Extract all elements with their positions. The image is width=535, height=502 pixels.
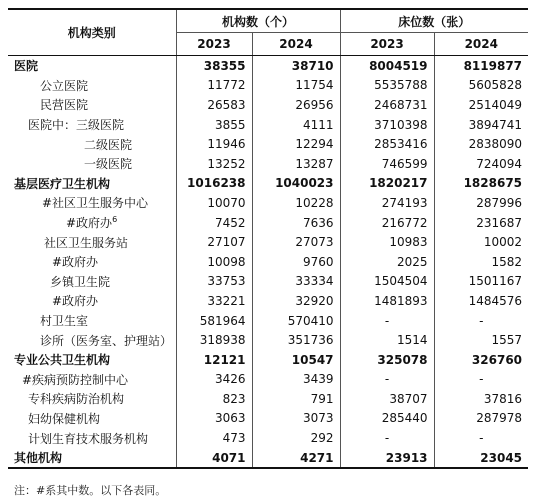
table-row xyxy=(8,95,528,115)
beds-2024: 1582 xyxy=(434,252,528,272)
beds-2023: 3710398 xyxy=(340,115,434,135)
count-2024: 570410 xyxy=(252,311,340,331)
count-2024: 11754 xyxy=(252,76,340,96)
table-row xyxy=(8,272,528,292)
footnote-marker: 6 xyxy=(112,215,118,225)
count-2023: 823 xyxy=(176,389,252,409)
count-2024: 4271 xyxy=(252,448,340,469)
count-2023: 11946 xyxy=(176,134,252,154)
beds-2023: 285440 xyxy=(340,409,434,429)
year-header: 2023 xyxy=(340,33,434,56)
beds-2023: 274193 xyxy=(340,193,434,213)
count-2023: 10070 xyxy=(176,193,252,213)
count-2023: 27107 xyxy=(176,232,252,252)
beds-2023: - xyxy=(340,428,434,448)
row-label: 专科疾病防治机构 xyxy=(28,392,125,407)
count-2024: 10547 xyxy=(252,350,340,370)
header-row-groups xyxy=(8,9,528,33)
count-2023: 3855 xyxy=(176,115,252,135)
beds-2023: 216772 xyxy=(340,213,434,233)
count-2024: 32920 xyxy=(252,291,340,311)
beds-2023: 23913 xyxy=(340,448,434,469)
statistics-table xyxy=(8,8,528,469)
count-2023: 473 xyxy=(176,428,252,448)
table-row xyxy=(8,428,528,448)
count-2024: 33334 xyxy=(252,272,340,292)
table-row xyxy=(8,389,528,409)
row-label: 二级医院 xyxy=(84,137,133,152)
count-2024: 27073 xyxy=(252,232,340,252)
row-label: #社区卫生服务中心 xyxy=(42,196,149,211)
beds-2023: - xyxy=(340,311,434,331)
beds-2024: 5605828 xyxy=(434,76,528,96)
count-2024: 1040023 xyxy=(252,174,340,194)
beds-2024: 37816 xyxy=(434,389,528,409)
count-2024: 13287 xyxy=(252,154,340,174)
table-row xyxy=(8,370,528,390)
beds-2024: 8119877 xyxy=(434,56,528,76)
beds-2024: 3894741 xyxy=(434,115,528,135)
row-label: #疾病预防控制中心 xyxy=(22,372,129,387)
beds-2023: - xyxy=(340,370,434,390)
count-2024: 38710 xyxy=(252,56,340,76)
count-2023: 12121 xyxy=(176,350,252,370)
table-row xyxy=(8,193,528,213)
count-2024: 292 xyxy=(252,428,340,448)
beds-2023: 38707 xyxy=(340,389,434,409)
row-label: 公立医院 xyxy=(40,78,89,93)
beds-2023: 2025 xyxy=(340,252,434,272)
institution-count-header: 机构数（个） xyxy=(176,9,340,33)
row-label: 乡镇卫生院 xyxy=(50,274,111,289)
beds-2023: 325078 xyxy=(340,350,434,370)
count-2023: 10098 xyxy=(176,252,252,272)
table-row xyxy=(8,56,528,76)
count-2024: 26956 xyxy=(252,95,340,115)
table-row xyxy=(8,311,528,331)
bed-count-header: 床位数（张） xyxy=(340,9,528,33)
count-2024: 9760 xyxy=(252,252,340,272)
count-2024: 4111 xyxy=(252,115,340,135)
row-label: 村卫生室 xyxy=(40,314,89,329)
table-row xyxy=(8,409,528,429)
count-2023: 38355 xyxy=(176,56,252,76)
count-2024: 791 xyxy=(252,389,340,409)
row-label: 基层医疗卫生机构 xyxy=(14,176,111,191)
count-2024: 3439 xyxy=(252,370,340,390)
beds-2023: 1514 xyxy=(340,330,434,350)
row-label: 医院中：三级医院 xyxy=(28,118,125,133)
beds-2024: 2838090 xyxy=(434,134,528,154)
footnote: 注：#系其中数。以下各表同。 xyxy=(14,484,167,497)
count-2024: 3073 xyxy=(252,409,340,429)
category-header: 机构类别 xyxy=(8,9,176,56)
beds-2024: 1828675 xyxy=(434,174,528,194)
table-row xyxy=(8,291,528,311)
table-row xyxy=(8,330,528,350)
count-2023: 26583 xyxy=(176,95,252,115)
beds-2023: 8004519 xyxy=(340,56,434,76)
beds-2024: - xyxy=(434,370,528,390)
beds-2024: 10002 xyxy=(434,232,528,252)
beds-2024: 1501167 xyxy=(434,272,528,292)
table-row xyxy=(8,115,528,135)
table-row xyxy=(8,174,528,194)
beds-2024: - xyxy=(434,311,528,331)
count-2023: 33221 xyxy=(176,291,252,311)
year-header: 2024 xyxy=(434,33,528,56)
count-2023: 11772 xyxy=(176,76,252,96)
count-2024: 12294 xyxy=(252,134,340,154)
table-row xyxy=(8,252,528,272)
beds-2023: 1820217 xyxy=(340,174,434,194)
row-label: 一级医院 xyxy=(84,157,133,172)
beds-2023: 2853416 xyxy=(340,134,434,154)
row-label: #政府办 xyxy=(52,255,99,270)
beds-2023: 1481893 xyxy=(340,291,434,311)
beds-2023: 746599 xyxy=(340,154,434,174)
count-2023: 581964 xyxy=(176,311,252,331)
count-2024: 351736 xyxy=(252,330,340,350)
count-2023: 4071 xyxy=(176,448,252,469)
row-label: 民营医院 xyxy=(40,98,89,113)
row-label: #政府办 xyxy=(52,294,99,309)
beds-2024: 724094 xyxy=(434,154,528,174)
count-2023: 13252 xyxy=(176,154,252,174)
beds-2023: 10983 xyxy=(340,232,434,252)
count-2023: 3426 xyxy=(176,370,252,390)
beds-2023: 1504504 xyxy=(340,272,434,292)
row-label: 其他机构 xyxy=(8,448,176,469)
beds-2024: 326760 xyxy=(434,350,528,370)
table-row xyxy=(8,350,528,370)
table-row xyxy=(8,213,528,233)
row-label: 诊所（医务室、护理站） xyxy=(40,333,173,348)
beds-2023: 5535788 xyxy=(340,76,434,96)
beds-2024: 2514049 xyxy=(434,95,528,115)
row-label: 医院 xyxy=(14,59,39,74)
beds-2023: 2468731 xyxy=(340,95,434,115)
beds-2024: 23045 xyxy=(434,448,528,469)
count-2023: 318938 xyxy=(176,330,252,350)
count-2024: 10228 xyxy=(252,193,340,213)
year-header: 2023 xyxy=(176,33,252,56)
count-2023: 1016238 xyxy=(176,174,252,194)
year-header: 2024 xyxy=(252,33,340,56)
beds-2024: 287996 xyxy=(434,193,528,213)
table-row xyxy=(8,134,528,154)
count-2023: 3063 xyxy=(176,409,252,429)
count-2023: 33753 xyxy=(176,272,252,292)
table-row xyxy=(8,448,528,469)
beds-2024: 1484576 xyxy=(434,291,528,311)
beds-2024: 1557 xyxy=(434,330,528,350)
row-label: 妇幼保健机构 xyxy=(28,411,101,426)
row-label: 专业公共卫生机构 xyxy=(14,353,111,368)
table-row xyxy=(8,76,528,96)
row-label: 社区卫生服务站 xyxy=(44,235,129,250)
beds-2024: 231687 xyxy=(434,213,528,233)
row-label: 计划生育技术服务机构 xyxy=(28,431,149,446)
beds-2024: 287978 xyxy=(434,409,528,429)
table-row xyxy=(8,154,528,174)
count-2023: 7452 xyxy=(176,213,252,233)
beds-2024: - xyxy=(434,428,528,448)
count-2024: 7636 xyxy=(252,213,340,233)
row-label-text: #政府办 xyxy=(66,216,113,231)
table-row xyxy=(8,232,528,252)
row-label xyxy=(8,213,176,233)
